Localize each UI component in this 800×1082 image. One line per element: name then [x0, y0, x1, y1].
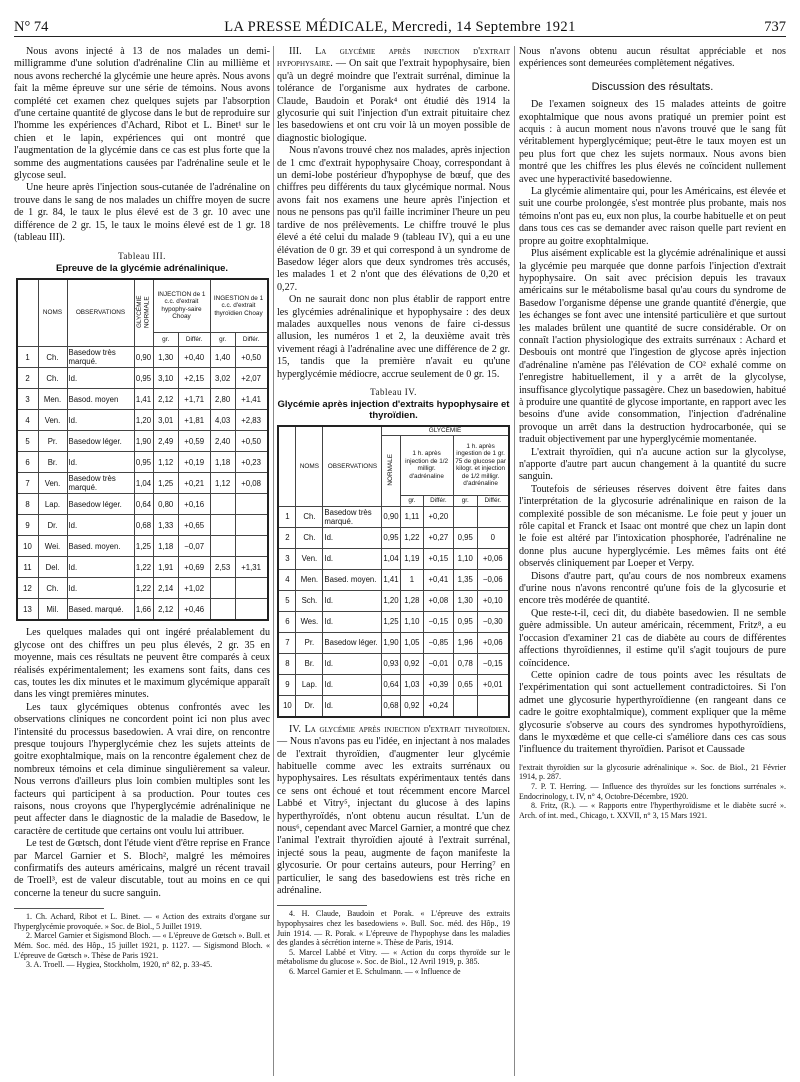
table-cell-a: 1,12 — [153, 452, 178, 473]
table-cell-norm: 0,68 — [382, 695, 400, 717]
table-cell-a: 1,11 — [400, 506, 424, 527]
table-cell-n: 4 — [278, 569, 296, 590]
table-cell-norm: 0,64 — [134, 494, 153, 515]
table-cell-b: 0,65 — [453, 674, 477, 695]
paragraph: Plus aisément explicable est la glycémie adrénalinique et aussi la glycémie peu marquée que donne parfois l'injection d'extrait hypophysaire. On sait avec précision depuis les travaux américains sur le métabolisme basal qu'au cours du syndrome de Basedow l'organisme dépense une grande quantité d'énergie, que les échanges se font avec une intensité particulière et que surtout les malades brûlent une quantité de sucre considérable. Or on connaît l'action physiologique des extraits surrénaux : Achard et Desbouis ont montré que l'ingestion de glycose après injection d'adrénaline n'amène pas l'élévation de CO² exhalé comme on l'enregistre habituellement, il y a arrêt de la glycolyse, insuffisance glycolytique passagère. Chez un basedowien, habitué à produire une quantité de glycose importante, en rapport avec les besoins d'une avide consommation, l'injection d'adrénaline provoque un arrêt dans la destruction hydrocarbonée, qui se traduit objectivement par une hyperglycémie momentanée. — [519, 248, 786, 446]
table-cell-nom: Ch. — [38, 347, 67, 368]
table-cell-a: 1,10 — [400, 611, 424, 632]
table-row — [278, 611, 508, 632]
paragraph-text: — Nous n'avons pas eu l'idée, en injectant à nos malades de l'extrait thyroïdien, d'augmenter leur glycémie habituelle comme avec les extraits surrénaux ou hypophysaires. Les résultats expérimentaux tentés dans ce sens ont échoué et tout récemment encore Marcel Labbé et Vitry⁵, injectant du glucose à des lapins hyperthyroïdés, n'ont obtenu aucun résultat. L'un de nous⁶, cependant avec Marcel Garnier, a montré que chez l'animal l'extrait thyroïdien ajouté à l'extrait surrénal, injecté sous la peau, augmente de façon manifeste la glycosurie. Or pour certains auteurs, pour Herring⁷ en particulier, le sang des basedowiens est très riche en adrénaline. — [277, 736, 510, 897]
table-cell-b: 0,95 — [453, 527, 477, 548]
table-cell-b: 4,03 — [210, 410, 235, 431]
table-row — [278, 548, 508, 569]
table-cell-bd — [235, 494, 267, 515]
footnote-rule — [277, 905, 367, 906]
column-2 — [277, 46, 510, 977]
table-cell-bd: +0,50 — [235, 431, 267, 452]
table-cell-ad: −0,15 — [424, 611, 453, 632]
col-subheader: Différ. — [477, 495, 508, 506]
paragraph: Une heure après l'injection sous-cutanée de l'adrénaline on trouve dans le sang de nos malades un chiffre moyen de sucre de 1 gr. 84, le taux le plus élevé est de 3 gr. 10 avec une différence de 2 gr. 15, le taux le moins élevé est de 1 gr. 18 (tableau III). — [14, 182, 270, 244]
paragraph — [277, 724, 510, 898]
section-heading: IV. La glycémie après injection d'extrait thyroïdien. — [289, 723, 510, 735]
column-rule — [514, 46, 515, 1076]
paragraph: Disons d'autre part, qu'au cours de nos nombreux examens d'urine nous n'avons rencontré qu'une fois de la glycosurie et encore très modérée de quantité. — [519, 570, 786, 607]
table-cell-obs: Id. — [67, 410, 134, 431]
table-cell-b: 3,02 — [210, 368, 235, 389]
table-cell-ad: +2,15 — [178, 368, 210, 389]
table-cell-bd: +0,10 — [477, 590, 508, 611]
table-title: Glycémie après injection d'extraits hypophysaire et thyroïdien. — [277, 399, 510, 422]
table-cell-n: 3 — [17, 389, 39, 410]
table-cell-norm: 0,95 — [134, 368, 153, 389]
table-cell-obs: Based. marqué. — [67, 599, 134, 621]
table-cell-norm: 0,90 — [134, 347, 153, 368]
table-cell-obs: Id. — [323, 611, 382, 632]
table-row — [17, 536, 268, 557]
table-cell-obs: Id. — [67, 452, 134, 473]
table-cell-n: 3 — [278, 548, 296, 569]
table-cell-bd — [235, 515, 267, 536]
table-cell-b: 0,78 — [453, 653, 477, 674]
col-header: INJECTION de 1 c.c. d'extrait hypophy-saire Choay — [153, 279, 210, 332]
table-cell-ad: +0,65 — [178, 515, 210, 536]
table-cell-bd: −0,15 — [477, 653, 508, 674]
table-cell-norm: 1,41 — [134, 389, 153, 410]
paragraph: De l'examen soigneux des 15 malades atteints de goitre exophtalmique que nous avons pratiqué un premier point est acquis : à aucun moment nous n'avons trouvé que le sang fût véritablement hyperglycémique; peut-être le taux moyen est un peu plus fort que chez les sujets normaux. Nous avons bien montré que les chiffres les plus élevés ne coïncident nullement avec une hyperactivité basedowienne. — [519, 99, 786, 185]
table-cell-ad: −0,85 — [424, 632, 453, 653]
table-cell-bd: +2,07 — [235, 368, 267, 389]
table-cell-bd: −0,30 — [477, 611, 508, 632]
table-cell-n: 5 — [17, 431, 39, 452]
table-cell-b: 1,10 — [453, 548, 477, 569]
table-cell-n: 6 — [278, 611, 296, 632]
table-cell-b: 1,40 — [210, 347, 235, 368]
table-cell-norm: 1,66 — [134, 599, 153, 621]
table-cell-nom: Ven. — [38, 473, 67, 494]
table-cell-ad: +1,02 — [178, 578, 210, 599]
table-cell-nom: Sch. — [296, 590, 323, 611]
table-cell-b — [453, 695, 477, 717]
table-caption: Tableau IV. — [370, 386, 417, 397]
section-title: Discussion des résultats. — [591, 80, 714, 93]
table-cell-bd — [477, 506, 508, 527]
table-cell-norm: 1,04 — [134, 473, 153, 494]
table-cell-bd — [477, 695, 508, 717]
table-cell-b — [210, 515, 235, 536]
table-cell-a: 3,01 — [153, 410, 178, 431]
paragraph: Cette opinion cadre de tous points avec les résultats de l'expérimentation qui sont actuellement contradictoires. Si l'on admet une glycosurie hyperthyroïdienne (en rangeant dans ce cadre le goitre exophtalmique), comment expliquer que la même glycosurie s'observe au cours des syndromes hypothyroïdiens, dans le myxœdème et que celle-ci s'améliore dans ces cas sous l'influence du traitement thyroïdien. Parisot et Caussade — [519, 669, 786, 756]
table-cell-a: 2,12 — [153, 389, 178, 410]
table-cell-obs: Id. — [323, 548, 382, 569]
table-cell-ad: +0,40 — [178, 347, 210, 368]
footnote: 5. Marcel Labbé et Vitry. — « Action du corps thyroïde sur le métabolisme du glucose ». Soc. de Biol., 12 Avril 1919, p. 385. — [277, 947, 510, 967]
col-header: NOMS — [296, 426, 323, 506]
table-cell-ad: +0,24 — [424, 695, 453, 717]
table-row — [17, 368, 268, 389]
table-cell-nom: Ch. — [296, 506, 323, 527]
table-cell-n: 9 — [17, 515, 39, 536]
table-cell-n: 5 — [278, 590, 296, 611]
col-header: 1 h. après ingestion de 1 gr. 75 de glucose par kilogr. et injection de 1/2 milligr. d'adrénaline — [453, 435, 509, 495]
col-header: OBSERVATIONS — [67, 279, 134, 347]
table-cell-b: 1,96 — [453, 632, 477, 653]
table-row — [17, 347, 268, 368]
table-cell-norm: 1,41 — [382, 569, 400, 590]
table-cell-a: 1,30 — [153, 347, 178, 368]
table-cell-norm: 0,93 — [382, 653, 400, 674]
table-cell-a: 0,92 — [400, 695, 424, 717]
table-row — [17, 410, 268, 431]
table-cell-ad: +0,27 — [424, 527, 453, 548]
table-cell-n: 11 — [17, 557, 39, 578]
col-header: GLYCÉMIE — [382, 426, 509, 435]
table-cell-a: 1,03 — [400, 674, 424, 695]
journal-title: LA PRESSE MÉDICALE, Mercredi, 14 Septembre 1921 — [224, 19, 576, 35]
table-cell-norm: 1,22 — [134, 557, 153, 578]
table-cell-obs: Id. — [67, 557, 134, 578]
table-cell-ad: +0,59 — [178, 431, 210, 452]
page-number: 737 — [764, 19, 786, 35]
section-heading: III. La glycémie après injection d'extrait hypophysaire. — [277, 46, 510, 70]
table-row — [278, 590, 508, 611]
column-3 — [519, 46, 786, 820]
table-cell-obs: Id. — [67, 515, 134, 536]
table-row — [17, 452, 268, 473]
table-cell-obs: Based. moyen. — [323, 569, 382, 590]
table-cell-n: 7 — [17, 473, 39, 494]
table-cell-a: 1,33 — [153, 515, 178, 536]
table-cell-nom: Men. — [296, 569, 323, 590]
running-header — [14, 10, 786, 37]
table-cell-ad: +0,41 — [424, 569, 453, 590]
table-cell-a: 1 — [400, 569, 424, 590]
footnote: 2. Marcel Garnier et Sigismond Bloch. — « L'épreuve de Gœtsch ». Bull. et Mém. Soc. méd. des Hôp., 15 juillet 1921, p. 1127. — Sigismond Bloch. « L'épreuve de Gœtsch ». Thèse de Paris 1921. — [14, 931, 270, 960]
table-cell-a: 1,18 — [153, 536, 178, 557]
table-cell-b: 1,12 — [210, 473, 235, 494]
table-row — [17, 515, 268, 536]
table-cell-b: 1,18 — [210, 452, 235, 473]
table-cell-nom: Men. — [38, 389, 67, 410]
table-cell-obs: Basedow très marqué. — [323, 506, 382, 527]
table-cell-n: 12 — [17, 578, 39, 599]
paragraph: Le test de Gœtsch, dont l'étude vient d'être reprise en France par Marcel Garnier et S. Bloch², malgré les mémoires confirmatifs des auteurs américains, malgré un récent travail de Troell³, est de valeur discutable, tout au moins en ce qui concerne la teneur du sucre sanguin. — [14, 838, 270, 899]
table-cell-nom: Wei. — [38, 536, 67, 557]
col-header: NOMS — [38, 279, 67, 347]
table-row — [278, 506, 508, 527]
table-cell-bd — [235, 536, 267, 557]
col-subheader: Différ. — [235, 332, 267, 346]
table-cell-nom: Ch. — [38, 578, 67, 599]
table-cell-ad: +0,20 — [424, 506, 453, 527]
table-cell-ad: +1,71 — [178, 389, 210, 410]
page-number-left: N° 74 — [14, 19, 49, 35]
table-cell-b — [453, 506, 477, 527]
table-cell-a: 2,49 — [153, 431, 178, 452]
table-cell-b — [210, 599, 235, 621]
table-cell-n: 4 — [17, 410, 39, 431]
table-cell-obs: Id. — [67, 578, 134, 599]
paragraph: Toutefois de sérieuses réserves doivent être faites dans l'interprétation de la glycosurie adrénalinique en raison de la complexité possible de son mécanisme. Le foie peut y jouer un rôle capital et Franck et Isaac ont montré que chez un lapin dont le foie est altéré par l'intoxication phosphorée, l'adrénaline ne donne plus aucune hyperglycémie. Les mêmes faits ont été observés cliniquement par Loeper et Verpy. — [519, 483, 786, 570]
table-cell-n: 8 — [278, 653, 296, 674]
table-cell-nom: Lap. — [38, 494, 67, 515]
table-cell-obs: Basedow léger. — [67, 494, 134, 515]
table-row — [278, 527, 508, 548]
col-header: NORMALE — [387, 453, 395, 486]
table-caption: Tableau III. — [118, 250, 166, 261]
table-cell-nom: Ven. — [296, 548, 323, 569]
table-row — [278, 569, 508, 590]
table-cell-bd: +1,41 — [235, 389, 267, 410]
table-cell-a: 1,19 — [400, 548, 424, 569]
paragraph: On ne saurait donc non plus établir de rapport entre les glycémies adrénalinique et hypophysaire : des deux malades auxquelles nous venons de faire ci-dessus allusion, les numéros 1 et 2, la deuxième avait très vivement réagi à l'adrénaline avec une différence de 2 gr. 15, tandis que la première n'avait eu qu'une hyperglycémie médiocre, accrue seulement de 0 gr. 15. — [277, 294, 510, 380]
col-subheader: gr. — [400, 495, 424, 506]
footnote: 8. Fritz, (R.). — « Rapports entre l'hyperthyroïdisme et le diabète sucré ». Arch. of int. med., Chicago, t. XXVII, n° 3, 15 Mars 1921. — [519, 801, 786, 820]
column-1 — [14, 46, 270, 970]
table-cell-nom: Lap. — [296, 674, 323, 695]
paragraph — [277, 46, 510, 145]
table-row — [278, 653, 508, 674]
table-cell-a: 3,10 — [153, 368, 178, 389]
table-cell-n: 2 — [278, 527, 296, 548]
table-cell-nom: Wes. — [296, 611, 323, 632]
footnote-rule — [14, 908, 104, 909]
column-rule — [273, 46, 274, 1076]
col-subheader: gr. — [153, 332, 178, 346]
table-cell-obs: Id. — [323, 590, 382, 611]
table-cell-norm: 0,95 — [134, 452, 153, 473]
table-cell-ad: +0,21 — [178, 473, 210, 494]
table-title: Epreuve de la glycémie adrénalinique. — [55, 262, 229, 274]
table-cell-nom: Br. — [296, 653, 323, 674]
paragraph: Nous n'avons trouvé chez nos malades, après injection de 1 cmc d'extrait hypophysaire Choay, correspondant à un demi-lobe postérieur d'hypophyse de bœuf, que des chiffres peu différents du taux glycémique normal. Nous avons fait nos examens une heure après l'injection et nous ne pensons pas qu'il faille incriminer l'heure un peu tardive de nos prélèvements. Le chiffre trouvé le plus élevé a été celui du malade 9 (tableau IV), qui a eu une élévation de 0 gr. 39 et qui correspond à un syndrome de Basedow léger alors que deux syndromes très accusés, les malades 1 et 2 n'ont que des élévations de 0,20 et 0,27. — [277, 145, 510, 293]
table-row — [17, 473, 268, 494]
table-cell-obs: Basod. moyen — [67, 389, 134, 410]
table-cell-b — [210, 494, 235, 515]
col-subheader: Différ. — [424, 495, 453, 506]
table-cell-bd: +2,83 — [235, 410, 267, 431]
table-cell-bd: +0,08 — [235, 473, 267, 494]
table-cell-a: 1,05 — [400, 632, 424, 653]
data-table-3 — [16, 278, 269, 621]
table-cell-b — [210, 536, 235, 557]
table-row — [17, 557, 268, 578]
table-cell-n: 8 — [17, 494, 39, 515]
table-cell-ad: +0,08 — [424, 590, 453, 611]
table-cell-obs: Id. — [323, 695, 382, 717]
table-cell-a: 0,80 — [153, 494, 178, 515]
table-cell-n: 9 — [278, 674, 296, 695]
table-cell-ad: −0,07 — [178, 536, 210, 557]
table-cell-b: 2,53 — [210, 557, 235, 578]
table-cell-ad: +0,19 — [178, 452, 210, 473]
paragraph: Nous avons injecté à 13 de nos malades un demi-milligramme d'une solution d'adrénaline Clin au millième et nous avons recherché la glycémie une heure après. Nous avons fait la même épreuve sur une série de témoins. Nous avons complété cet examen chez quelques sujets par l'absorption d'une certaine quantité de glycose dans le but de reproduire sur l'homme les expériences d'Achard, Ribot et L. Binet¹ sur le chien et le lapin, expériences qui ont montré que l'augmentation de la glycémie dans ce cas est plus forte que la somme des augmentations causées par l'adrénaline seule et le glycose seul. — [14, 46, 270, 182]
table-cell-a: 1,28 — [400, 590, 424, 611]
col-header: OBSERVATIONS — [323, 426, 382, 506]
table-cell-obs: Basedow léger. — [67, 431, 134, 452]
table-cell-norm: 0,90 — [382, 506, 400, 527]
table-cell-obs: Basedow très marqué. — [67, 473, 134, 494]
table-cell-a: 0,92 — [400, 653, 424, 674]
footnote: 4. H. Claude, Baudoin et Porak. « L'épreuve des extraits hypophysaires chez les basedowiens ». Bull. Soc. méd. des Hôp., 19 Juin 1914. — R. Porak. « L'épreuve de l'hypophyse dans les maladies des glandes à sécrétion interne ». Thèse de Paris, 1914. — [277, 909, 510, 948]
table-cell-bd — [235, 599, 267, 621]
table-cell-norm: 0,68 — [134, 515, 153, 536]
table-cell-ad: −0,01 — [424, 653, 453, 674]
table-cell-n: 2 — [17, 368, 39, 389]
table-cell-obs: Basedow léger. — [323, 632, 382, 653]
table-cell-nom: Ven. — [38, 410, 67, 431]
col-header: INGESTION de 1 c.c. d'extrait thyroïdien Choay — [210, 279, 268, 332]
table-row — [17, 494, 268, 515]
table-cell-bd: +0,06 — [477, 548, 508, 569]
table-cell-b — [210, 578, 235, 599]
table-row — [278, 632, 508, 653]
table-cell-b: 2,40 — [210, 431, 235, 452]
table-cell-nom: Dr. — [38, 515, 67, 536]
table-cell-n: 7 — [278, 632, 296, 653]
table-cell-obs: Basedow très marqué. — [67, 347, 134, 368]
table-cell-bd: +0,23 — [235, 452, 267, 473]
table-cell-bd: +0,06 — [477, 632, 508, 653]
table-cell-norm: 1,90 — [382, 632, 400, 653]
table-cell-norm: 1,25 — [134, 536, 153, 557]
table-cell-ad: +0,39 — [424, 674, 453, 695]
paragraph: La glycémie alimentaire qui, pour les Américains, est élevée et suit une courbe prolongée, s'est montrée plus probante, mais nos témoins n'ont pas eu, eux non plus, la courbe habituelle et on peut dans tous ces cas se demander avec raison quelle part revient en propre au goitre exophtalmique. — [519, 186, 786, 247]
table-cell-bd: +0,01 — [477, 674, 508, 695]
table-cell-b: 0,95 — [453, 611, 477, 632]
table-cell-obs: Id. — [67, 368, 134, 389]
col-subheader: Différ. — [178, 332, 210, 346]
table-cell-a: 1,91 — [153, 557, 178, 578]
col-header: 1 h. après injection de 1/2 milligr. d'adrénaline — [400, 435, 453, 495]
table-cell-n: 6 — [17, 452, 39, 473]
paragraph: Que reste-t-il, ceci dit, du diabète basedowien. Il ne semble guère admissible. Un auteur américain, récemment, Fritz⁸, a eu l'occasion d'examiner 21 cas de diabète au cours de différentes affections thyroïdiennes, il estime qu'il s'agit toujours de pure coïncidence. — [519, 607, 786, 669]
table-cell-bd: +0,50 — [235, 347, 267, 368]
table-cell-ad: +0,16 — [178, 494, 210, 515]
table-cell-b: 2,80 — [210, 389, 235, 410]
table-cell-norm: 1,20 — [382, 590, 400, 611]
table-cell-obs: Id. — [323, 653, 382, 674]
footnote: 1. Ch. Achard, Ribot et L. Binet. — « Action des extraits d'organe sur l'hyperglycémie provoquée. » Soc. de Biol., 5 Juillet 1919. — [14, 912, 270, 931]
table-cell-nom: Del. — [38, 557, 67, 578]
table-cell-norm: 0,64 — [382, 674, 400, 695]
table-row — [278, 695, 508, 717]
table-cell-b: 1,30 — [453, 590, 477, 611]
paragraph: Les quelques malades qui ont ingéré préalablement du glycose ont des chiffres un peu plus élevés, 2 gr. 35 en moyenne, mais ces résultats ne peuvent être comparés à ceux réalisés expérimentalement; les examens sont faits, dans ces cas, toutes les dix minutes et le maximum glycémique apparaît dans les vingt premières minutes. — [14, 627, 270, 701]
table-cell-obs: Id. — [323, 527, 382, 548]
table-cell-norm: 1,25 — [382, 611, 400, 632]
footnote: 7. P. T. Herring. — Influence des thyroïdes sur les fonctions surrénales ». Endocrinology, t. IV, n° 4, Octobre-Décembre, 1920. — [519, 781, 786, 801]
table-cell-ad: +1,81 — [178, 410, 210, 431]
table-cell-nom: Br. — [38, 452, 67, 473]
footnote: l'extrait thyroïdien sur la glycosurie adrénalinique ». Soc. de Biol., 21 Février 1914, p. 287. — [519, 762, 786, 782]
table-row — [17, 578, 268, 599]
table-cell-n: 10 — [17, 536, 39, 557]
table-cell-norm: 1,90 — [134, 431, 153, 452]
table-cell-nom: Mil. — [38, 599, 67, 621]
table-cell-a: 2,14 — [153, 578, 178, 599]
table-cell-norm: 1,22 — [134, 578, 153, 599]
table-cell-norm: 1,20 — [134, 410, 153, 431]
table-row — [17, 599, 268, 621]
table-row — [17, 431, 268, 452]
table-cell-nom: Pr. — [38, 431, 67, 452]
footnote: 6. Marcel Garnier et E. Schulmann. — « Influence de — [289, 967, 461, 977]
col-subheader: gr. — [210, 332, 235, 346]
table-cell-nom: Pr. — [296, 632, 323, 653]
table-cell-bd: −0,06 — [477, 569, 508, 590]
table-cell-n: 10 — [278, 695, 296, 717]
paragraph: Les taux glycémiques obtenus confrontés avec les observations cliniques ne concordent point ici non plus avec l'intensité du processus basedowien. A vrai dire, on rencontre presque toujours l'hyperglycémie chez les sujets atteints de goitre exophtalmique, mais on la rencontre également chez de nombreux témoins et cela diminue singulièrement sa valeur. Nous verrons d'ailleurs plus loin combien multiples sont les facteurs qui participent à sa production. Pour toutes ces raisons, nous croyons que l'hyperglycémie adrénalinique ne peut affecter dans le diagnostic de la maladie de Basedow, le caractère de certitude que certains ont voulu lui attribuer. — [14, 701, 270, 837]
col-subheader: gr. — [453, 495, 477, 506]
paragraph-text: — On sait que l'extrait hypophysaire, bien qu'à un degré moindre que l'extrait surrénal, diminue la tolérance de l'organisme aux hydrates de carbone. Claude, Baudoin et Porak⁴ ont étudié dès 1914 la glycosurie qui suit l'injection d'un extrait pituitaire chez les basedowiens et ont cru voir là un moyen possible de diagnostic biologique. — [277, 58, 510, 144]
table-cell-norm: 0,95 — [382, 527, 400, 548]
table-cell-nom: Dr. — [296, 695, 323, 717]
table-cell-obs: Based. moyen. — [67, 536, 134, 557]
paragraph: Nous n'avons obtenu aucun résultat appréciable et nos expériences sont demeurées complètement négatives. — [519, 46, 786, 70]
table-cell-n: 13 — [17, 599, 39, 621]
table-cell-norm: 1,04 — [382, 548, 400, 569]
table-cell-bd: 0 — [477, 527, 508, 548]
table-cell-n: 1 — [278, 506, 296, 527]
table-cell-a: 1,25 — [153, 473, 178, 494]
table-cell-a: 1,22 — [400, 527, 424, 548]
table-cell-bd: +1,31 — [235, 557, 267, 578]
table-cell-bd — [235, 578, 267, 599]
table-cell-obs: Id. — [323, 674, 382, 695]
table-row — [278, 674, 508, 695]
table-cell-nom: Ch. — [296, 527, 323, 548]
table-row — [17, 389, 268, 410]
table-cell-b: 1,35 — [453, 569, 477, 590]
table-cell-ad: +0,69 — [178, 557, 210, 578]
table-cell-ad: +0,46 — [178, 599, 210, 621]
data-table-4 — [277, 425, 509, 717]
col-header: GLYCÉMIE NORMALE — [136, 295, 151, 329]
table-cell-a: 2,12 — [153, 599, 178, 621]
table-cell-n: 1 — [17, 347, 39, 368]
table-cell-nom: Ch. — [38, 368, 67, 389]
footnote: 3. A. Troell. — Hygiea, Stockholm, 1920, n° 82, p. 33-45. — [26, 960, 213, 970]
table-cell-ad: +0,15 — [424, 548, 453, 569]
paragraph: L'extrait thyroïdien, qui n'a aucune action sur la glycolyse, n'apporte d'autre part aucun changement à la quantité du sucre sanguin. — [519, 446, 786, 483]
